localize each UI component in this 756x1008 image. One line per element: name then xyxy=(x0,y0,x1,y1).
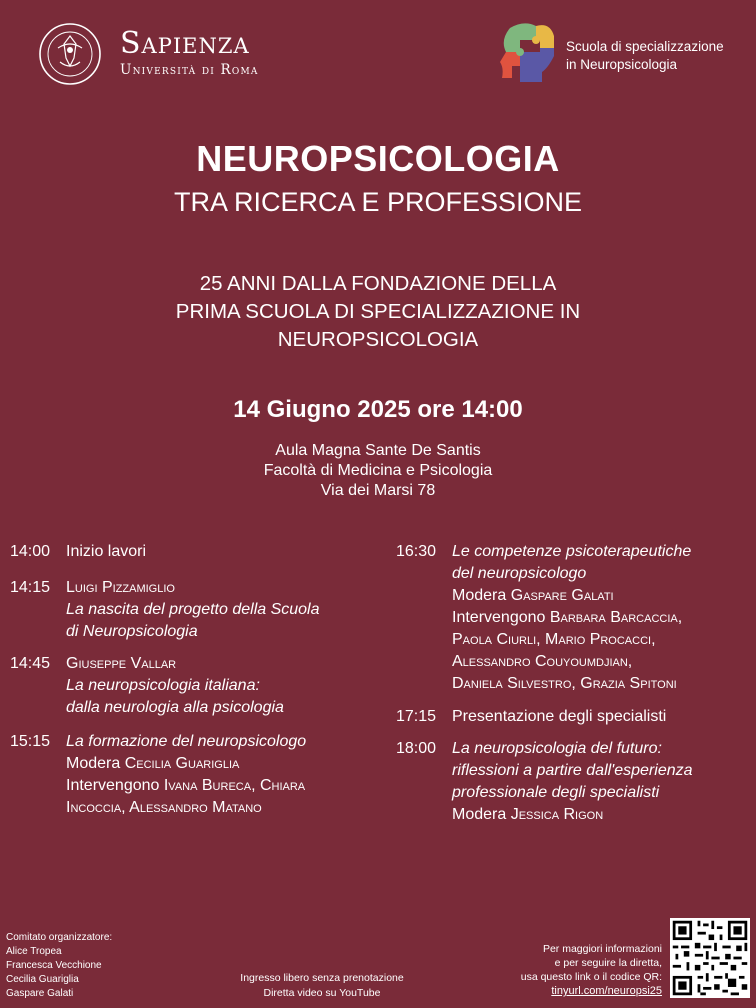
program-left xyxy=(10,541,380,821)
anniversary-line: PRIMA SCUOLA DI SPECIALIZZAZIONE IN xyxy=(175,300,581,323)
item-body xyxy=(452,738,693,826)
speakers-names: Barbara Barcaccia, xyxy=(549,609,683,626)
info-link[interactable]: tinyurl.com/neuropsi25 xyxy=(551,985,662,997)
anniversary-line: 25 ANNI DALLA FONDAZIONE DELLA xyxy=(199,272,557,295)
item-time: 14:45 xyxy=(10,655,51,672)
item-body xyxy=(66,653,284,719)
item-moderator xyxy=(452,804,693,826)
item-talk-title: La neuropsicologia del futuro: xyxy=(452,740,662,757)
item-talk-title: Le competenze psicoterapeutiche xyxy=(452,543,692,560)
info-line: Per maggiori informazioni xyxy=(542,943,662,955)
venue-line: Via dei Marsi 78 xyxy=(320,482,436,499)
moderator-label: Modera xyxy=(66,755,121,772)
event-title: NEUROPSICOLOGIA xyxy=(196,138,560,179)
committee-member: Gaspare Galati xyxy=(6,988,74,999)
header xyxy=(0,18,756,98)
item-speaker: Giuseppe Vallar xyxy=(66,655,177,672)
school-line-1: Scuola di specializzazione xyxy=(566,39,724,54)
item-time: 17:15 xyxy=(396,708,437,725)
speakers-names: Daniela Silvestro, Grazia Spitoni xyxy=(452,675,677,692)
puzzle-head-icon xyxy=(496,20,560,86)
speakers-label: Intervengono xyxy=(66,777,160,794)
speakers-names: Alessandro Couyoumdjian, xyxy=(452,653,633,670)
committee-member: Cecilia Guariglia xyxy=(6,974,79,985)
info-block xyxy=(521,942,662,998)
item-time: 14:15 xyxy=(10,579,51,596)
item-time: 16:30 xyxy=(396,543,437,560)
speakers-names: Incoccia, Alessandro Matano xyxy=(66,799,262,816)
item-title: Inizio lavori xyxy=(66,543,147,560)
item-time: 14:00 xyxy=(10,543,51,560)
item-talk-title: La formazione del neuropsicologo xyxy=(66,733,307,750)
school-line-2: in Neuropsicologia xyxy=(566,57,678,72)
program-right xyxy=(396,541,752,831)
item-moderator xyxy=(66,753,306,775)
speakers-names: Ivana Bureca, Chiara xyxy=(163,777,306,794)
item-talk-title: La nascita del progetto della Scuola xyxy=(66,601,320,618)
info-line: e per seguire la diretta, xyxy=(554,957,662,969)
venue xyxy=(0,441,756,501)
moderator-label: Modera xyxy=(452,806,507,823)
event-subtitle: TRA RICERCA E PROFESSIONE xyxy=(173,187,583,217)
item-body xyxy=(66,731,306,819)
moderator-name: Jessica Rigon xyxy=(510,806,604,823)
item-time: 15:15 xyxy=(10,733,51,750)
sapienza-seal-icon xyxy=(38,22,102,86)
university-subtitle: Università di Roma xyxy=(120,62,259,78)
speakers-names: Paola Ciurli, Mario Procacci, xyxy=(452,631,656,648)
item-talk-title: di Neuropsicologia xyxy=(66,623,198,640)
moderator-name: Cecilia Guariglia xyxy=(124,755,240,772)
entry-info xyxy=(200,971,444,1001)
anniversary-text xyxy=(0,270,756,354)
organizing-committee xyxy=(6,931,112,1001)
venue-line: Aula Magna Sante De Santis xyxy=(275,442,481,459)
item-body xyxy=(452,541,691,695)
item-talk-title: dalla neurologia alla psicologia xyxy=(66,699,284,716)
committee-member: Alice Tropea xyxy=(6,946,62,957)
speakers-label: Intervengono xyxy=(452,609,546,626)
moderator-name: Gaspare Galati xyxy=(510,587,614,604)
item-talk-title: del neuropsicologo xyxy=(452,565,587,582)
school-name xyxy=(566,38,724,74)
anniversary-line: NEUROPSICOLOGIA xyxy=(277,328,479,351)
item-time: 18:00 xyxy=(396,740,437,757)
event-date: 14 Giugno 2025 ore 14:00 xyxy=(233,396,523,423)
item-title: Presentazione degli specialisti xyxy=(452,708,667,725)
entry-text: Ingresso libero senza prenotazione xyxy=(240,972,404,984)
university-name: Sapienza xyxy=(120,26,250,61)
qr-code-icon[interactable] xyxy=(670,918,750,998)
item-speaker: Luigi Pizzamiglio xyxy=(66,579,175,596)
item-talk-title: riflessioni a partire dall'esperienza xyxy=(452,762,693,779)
item-talk-title: La neuropsicologia italiana: xyxy=(66,677,260,694)
item-speakers xyxy=(452,607,691,629)
committee-label: Comitato organizzatore: xyxy=(6,932,113,943)
item-speakers xyxy=(66,775,306,797)
item-body xyxy=(66,577,320,643)
item-talk-title: professionale degli specialisti xyxy=(452,784,660,801)
stream-text: Diretta video su YouTube xyxy=(263,987,381,999)
venue-line: Facoltà di Medicina e Psicologia xyxy=(263,462,493,479)
moderator-label: Modera xyxy=(452,587,507,604)
item-moderator xyxy=(452,585,691,607)
sapienza-wordmark xyxy=(120,28,259,78)
committee-member: Francesca Vecchione xyxy=(6,960,102,971)
info-line: usa questo link o il codice QR: xyxy=(520,971,662,983)
